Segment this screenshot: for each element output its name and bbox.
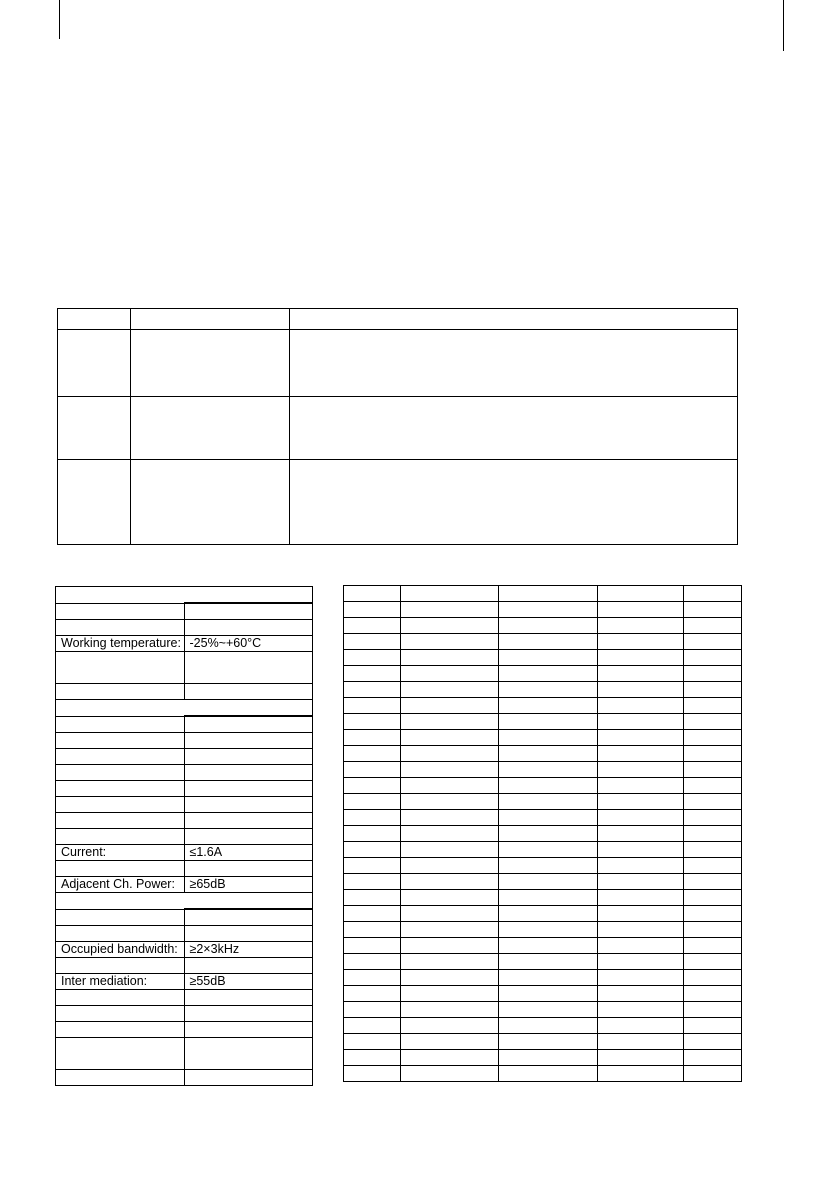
spec-label: Occupied bandwidth: bbox=[56, 942, 185, 958]
grid-cell bbox=[683, 922, 741, 938]
grid-cell bbox=[597, 1034, 683, 1050]
spec-value bbox=[184, 684, 313, 700]
grid-cell bbox=[683, 586, 741, 602]
grid-cell bbox=[683, 1034, 741, 1050]
grid-cell bbox=[499, 938, 597, 954]
spec-label bbox=[56, 861, 185, 877]
grid-cell bbox=[499, 1018, 597, 1034]
grid-cell bbox=[401, 586, 499, 602]
spec-label bbox=[56, 733, 185, 749]
grid-cell bbox=[401, 650, 499, 666]
grid-row bbox=[344, 650, 742, 666]
grid-cell bbox=[344, 602, 401, 618]
grid-cell bbox=[683, 650, 741, 666]
grid-cell bbox=[344, 1066, 401, 1082]
grid-cell bbox=[499, 762, 597, 778]
grid-cell bbox=[344, 954, 401, 970]
spec-value bbox=[184, 926, 313, 942]
spec-label bbox=[56, 909, 185, 926]
grid-cell bbox=[683, 954, 741, 970]
spec-header-row bbox=[56, 587, 313, 604]
grid-cell bbox=[499, 1066, 597, 1082]
grid-cell bbox=[499, 650, 597, 666]
grid-cell bbox=[683, 682, 741, 698]
grid-cell bbox=[597, 1018, 683, 1034]
grid-cell bbox=[499, 1050, 597, 1066]
grid-cell bbox=[683, 938, 741, 954]
spec-value bbox=[184, 620, 313, 636]
grid-cell bbox=[401, 714, 499, 730]
spec-row bbox=[56, 958, 313, 974]
grid-cell bbox=[344, 650, 401, 666]
spec-row bbox=[56, 765, 313, 781]
grid-row bbox=[344, 698, 742, 714]
spec-row bbox=[56, 684, 313, 700]
grid-cell bbox=[499, 730, 597, 746]
grid-cell bbox=[683, 1050, 741, 1066]
spec-value bbox=[184, 829, 313, 845]
spec-value bbox=[184, 1038, 313, 1070]
grid-cell bbox=[597, 810, 683, 826]
spec-value bbox=[184, 958, 313, 974]
spec-value bbox=[184, 733, 313, 749]
spec-label bbox=[56, 652, 185, 684]
grid-cell bbox=[683, 762, 741, 778]
spec-label bbox=[56, 1022, 185, 1038]
spec-label bbox=[56, 829, 185, 845]
grid-row bbox=[344, 1018, 742, 1034]
grid-cell bbox=[597, 602, 683, 618]
grid-row bbox=[344, 666, 742, 682]
grid-cell bbox=[499, 826, 597, 842]
spec-row bbox=[56, 636, 313, 652]
spec-row bbox=[56, 749, 313, 765]
spec-value bbox=[184, 765, 313, 781]
grid-cell bbox=[401, 954, 499, 970]
grid-row bbox=[344, 1002, 742, 1018]
grid-cell bbox=[499, 682, 597, 698]
grid-row bbox=[344, 986, 742, 1002]
grid-cell bbox=[597, 650, 683, 666]
grid-cell bbox=[344, 1034, 401, 1050]
top-table-cell bbox=[131, 460, 290, 545]
grid-cell bbox=[499, 890, 597, 906]
spec-row bbox=[56, 733, 313, 749]
grid-cell bbox=[401, 890, 499, 906]
grid-cell bbox=[344, 826, 401, 842]
grid-cell bbox=[499, 778, 597, 794]
grid-cell bbox=[683, 826, 741, 842]
grid-cell bbox=[401, 826, 499, 842]
top-table-cell bbox=[131, 309, 290, 330]
spec-row bbox=[56, 990, 313, 1006]
grid-row bbox=[344, 1050, 742, 1066]
grid-cell bbox=[499, 810, 597, 826]
grid-cell bbox=[597, 938, 683, 954]
grid-cell bbox=[597, 634, 683, 650]
grid-cell bbox=[597, 922, 683, 938]
grid-cell bbox=[401, 730, 499, 746]
spec-row bbox=[56, 909, 313, 926]
spec-value bbox=[184, 909, 313, 926]
top-table-cell bbox=[290, 460, 738, 545]
grid-row bbox=[344, 938, 742, 954]
top-table-row bbox=[58, 460, 738, 545]
grid-cell bbox=[683, 666, 741, 682]
grid-row bbox=[344, 970, 742, 986]
grid-cell bbox=[344, 938, 401, 954]
grid-cell bbox=[344, 1002, 401, 1018]
grid-cell bbox=[683, 698, 741, 714]
grid-cell bbox=[683, 794, 741, 810]
grid-cell bbox=[597, 746, 683, 762]
grid-cell bbox=[344, 1018, 401, 1034]
grid-cell bbox=[683, 858, 741, 874]
grid-cell bbox=[499, 666, 597, 682]
grid-row bbox=[344, 1066, 742, 1082]
spec-label: Inter mediation: bbox=[56, 974, 185, 990]
grid-cell bbox=[597, 826, 683, 842]
grid-cell bbox=[344, 986, 401, 1002]
grid-cell bbox=[344, 890, 401, 906]
spec-label bbox=[56, 749, 185, 765]
spec-label bbox=[56, 620, 185, 636]
grid-cell bbox=[344, 1050, 401, 1066]
spec-row bbox=[56, 845, 313, 861]
grid-cell bbox=[344, 874, 401, 890]
grid-row bbox=[344, 842, 742, 858]
grid-cell bbox=[401, 906, 499, 922]
grid-cell bbox=[344, 970, 401, 986]
grid-row bbox=[344, 586, 742, 602]
grid-cell bbox=[597, 714, 683, 730]
grid-cell bbox=[401, 698, 499, 714]
spec-value bbox=[184, 781, 313, 797]
grid-cell bbox=[344, 922, 401, 938]
spec-row bbox=[56, 781, 313, 797]
grid-cell bbox=[683, 730, 741, 746]
top-table bbox=[57, 308, 738, 545]
spec-value: ≥55dB bbox=[184, 974, 313, 990]
spec-section-row bbox=[56, 893, 313, 910]
grid-cell bbox=[597, 842, 683, 858]
spec-row bbox=[56, 1038, 313, 1070]
grid-cell bbox=[401, 794, 499, 810]
top-table-cell bbox=[290, 330, 738, 397]
spec-table bbox=[55, 586, 313, 1086]
grid-cell bbox=[499, 602, 597, 618]
spec-label bbox=[56, 797, 185, 813]
spec-label bbox=[56, 926, 185, 942]
grid-cell bbox=[499, 954, 597, 970]
spec-row bbox=[56, 1006, 313, 1022]
spec-value bbox=[184, 652, 313, 684]
crop-mark-left bbox=[59, 0, 60, 39]
spec-row bbox=[56, 974, 313, 990]
grid-row bbox=[344, 858, 742, 874]
spec-label: Current: bbox=[56, 845, 185, 861]
spec-row bbox=[56, 620, 313, 636]
grid-cell bbox=[597, 794, 683, 810]
grid-cell bbox=[597, 698, 683, 714]
grid-cell bbox=[344, 714, 401, 730]
grid-cell bbox=[401, 746, 499, 762]
grid-cell bbox=[597, 682, 683, 698]
grid-cell bbox=[597, 1050, 683, 1066]
grid-cell bbox=[597, 618, 683, 634]
grid-row bbox=[344, 906, 742, 922]
grid-cell bbox=[597, 730, 683, 746]
grid-cell bbox=[499, 794, 597, 810]
grid-cell bbox=[401, 618, 499, 634]
grid-cell bbox=[597, 986, 683, 1002]
grid-table bbox=[343, 585, 742, 1082]
grid-row bbox=[344, 618, 742, 634]
grid-cell bbox=[344, 666, 401, 682]
grid-cell bbox=[597, 1002, 683, 1018]
grid-cell bbox=[344, 682, 401, 698]
grid-cell bbox=[401, 1002, 499, 1018]
grid-cell bbox=[499, 906, 597, 922]
spec-value bbox=[184, 813, 313, 829]
grid-cell bbox=[499, 1002, 597, 1018]
grid-cell bbox=[401, 602, 499, 618]
grid-cell bbox=[499, 746, 597, 762]
top-table-cell bbox=[58, 309, 131, 330]
top-table-cell bbox=[290, 309, 738, 330]
spec-label bbox=[56, 958, 185, 974]
grid-cell bbox=[499, 586, 597, 602]
grid-cell bbox=[683, 970, 741, 986]
spec-value bbox=[184, 716, 313, 733]
spec-row bbox=[56, 829, 313, 845]
spec-label bbox=[56, 1006, 185, 1022]
spec-label bbox=[56, 603, 185, 620]
spec-row bbox=[56, 1070, 313, 1086]
grid-cell bbox=[683, 634, 741, 650]
grid-cell bbox=[597, 666, 683, 682]
spec-value: -25%~+60°C bbox=[184, 636, 313, 652]
top-table-cell bbox=[58, 397, 131, 460]
grid-cell bbox=[401, 970, 499, 986]
grid-cell bbox=[401, 810, 499, 826]
spec-label bbox=[56, 1038, 185, 1070]
spec-label bbox=[56, 1070, 185, 1086]
grid-cell bbox=[597, 890, 683, 906]
spec-value: ≥2×3kHz bbox=[184, 942, 313, 958]
grid-cell bbox=[401, 986, 499, 1002]
grid-row bbox=[344, 634, 742, 650]
spec-value bbox=[184, 749, 313, 765]
grid-cell bbox=[401, 938, 499, 954]
grid-cell bbox=[597, 906, 683, 922]
grid-cell bbox=[401, 858, 499, 874]
spec-row bbox=[56, 926, 313, 942]
spec-label bbox=[56, 813, 185, 829]
grid-cell bbox=[683, 714, 741, 730]
grid-cell bbox=[499, 714, 597, 730]
spec-row bbox=[56, 652, 313, 684]
grid-cell bbox=[344, 762, 401, 778]
top-table-cell bbox=[58, 460, 131, 545]
spec-label: Working temperature: bbox=[56, 636, 185, 652]
grid-cell bbox=[344, 698, 401, 714]
grid-cell bbox=[401, 1018, 499, 1034]
grid-row bbox=[344, 922, 742, 938]
spec-label bbox=[56, 684, 185, 700]
grid-cell bbox=[499, 922, 597, 938]
grid-cell bbox=[401, 842, 499, 858]
spec-row bbox=[56, 942, 313, 958]
grid-row bbox=[344, 874, 742, 890]
grid-cell bbox=[499, 698, 597, 714]
grid-cell bbox=[597, 874, 683, 890]
grid-cell bbox=[683, 842, 741, 858]
spec-section-cell bbox=[56, 893, 313, 910]
spec-header-cell bbox=[56, 587, 313, 604]
spec-value: ≥65dB bbox=[184, 877, 313, 893]
grid-cell bbox=[683, 1066, 741, 1082]
grid-cell bbox=[597, 778, 683, 794]
grid-row bbox=[344, 746, 742, 762]
top-table-cell bbox=[290, 397, 738, 460]
spec-row bbox=[56, 603, 313, 620]
grid-cell bbox=[683, 602, 741, 618]
spec-row bbox=[56, 861, 313, 877]
grid-row bbox=[344, 890, 742, 906]
grid-cell bbox=[683, 1018, 741, 1034]
grid-cell bbox=[401, 666, 499, 682]
spec-row bbox=[56, 1022, 313, 1038]
spec-value bbox=[184, 1022, 313, 1038]
grid-row bbox=[344, 602, 742, 618]
grid-row bbox=[344, 714, 742, 730]
grid-cell bbox=[499, 1034, 597, 1050]
spec-value: ≤1.6A bbox=[184, 845, 313, 861]
spec-row bbox=[56, 716, 313, 733]
grid-cell bbox=[499, 618, 597, 634]
top-table-row bbox=[58, 397, 738, 460]
spec-section-cell bbox=[56, 700, 313, 717]
spec-row bbox=[56, 813, 313, 829]
grid-cell bbox=[597, 858, 683, 874]
grid-cell bbox=[683, 890, 741, 906]
grid-cell bbox=[683, 778, 741, 794]
grid-cell bbox=[499, 874, 597, 890]
grid-cell bbox=[401, 762, 499, 778]
grid-cell bbox=[344, 618, 401, 634]
spec-label bbox=[56, 716, 185, 733]
grid-row bbox=[344, 682, 742, 698]
grid-cell bbox=[401, 1066, 499, 1082]
grid-cell bbox=[597, 970, 683, 986]
grid-cell bbox=[344, 730, 401, 746]
spec-value bbox=[184, 990, 313, 1006]
grid-cell bbox=[597, 954, 683, 970]
grid-cell bbox=[401, 634, 499, 650]
grid-row bbox=[344, 826, 742, 842]
grid-cell bbox=[401, 682, 499, 698]
grid-row bbox=[344, 778, 742, 794]
top-table-cell bbox=[131, 397, 290, 460]
grid-cell bbox=[344, 810, 401, 826]
grid-cell bbox=[344, 778, 401, 794]
grid-cell bbox=[683, 906, 741, 922]
top-table-row bbox=[58, 330, 738, 397]
spec-value bbox=[184, 797, 313, 813]
spec-value bbox=[184, 1070, 313, 1086]
grid-cell bbox=[344, 794, 401, 810]
spec-value bbox=[184, 1006, 313, 1022]
grid-cell bbox=[344, 906, 401, 922]
grid-cell bbox=[683, 874, 741, 890]
grid-row bbox=[344, 1034, 742, 1050]
spec-row bbox=[56, 877, 313, 893]
spec-value bbox=[184, 861, 313, 877]
grid-row bbox=[344, 762, 742, 778]
grid-cell bbox=[401, 922, 499, 938]
spec-row bbox=[56, 797, 313, 813]
grid-cell bbox=[683, 1002, 741, 1018]
grid-cell bbox=[401, 778, 499, 794]
grid-row bbox=[344, 954, 742, 970]
grid-cell bbox=[499, 634, 597, 650]
grid-cell bbox=[683, 746, 741, 762]
grid-row bbox=[344, 794, 742, 810]
spec-label bbox=[56, 765, 185, 781]
grid-cell bbox=[499, 970, 597, 986]
grid-cell bbox=[683, 618, 741, 634]
grid-cell bbox=[401, 1034, 499, 1050]
grid-cell bbox=[499, 842, 597, 858]
spec-label: Adjacent Ch. Power: bbox=[56, 877, 185, 893]
crop-mark-right bbox=[783, 0, 784, 51]
grid-cell bbox=[597, 586, 683, 602]
grid-cell bbox=[683, 810, 741, 826]
spec-value bbox=[184, 603, 313, 620]
grid-cell bbox=[499, 858, 597, 874]
spec-section-row bbox=[56, 700, 313, 717]
grid-cell bbox=[344, 858, 401, 874]
grid-cell bbox=[401, 1050, 499, 1066]
grid-row bbox=[344, 810, 742, 826]
grid-cell bbox=[344, 746, 401, 762]
spec-label bbox=[56, 990, 185, 1006]
spec-label bbox=[56, 781, 185, 797]
grid-cell bbox=[344, 634, 401, 650]
grid-cell bbox=[597, 1066, 683, 1082]
grid-cell bbox=[344, 586, 401, 602]
grid-row bbox=[344, 730, 742, 746]
top-table-header-row bbox=[58, 309, 738, 330]
grid-cell bbox=[401, 874, 499, 890]
top-table-cell bbox=[131, 330, 290, 397]
top-table-cell bbox=[58, 330, 131, 397]
grid-cell bbox=[683, 986, 741, 1002]
grid-cell bbox=[344, 842, 401, 858]
grid-cell bbox=[499, 986, 597, 1002]
grid-cell bbox=[597, 762, 683, 778]
